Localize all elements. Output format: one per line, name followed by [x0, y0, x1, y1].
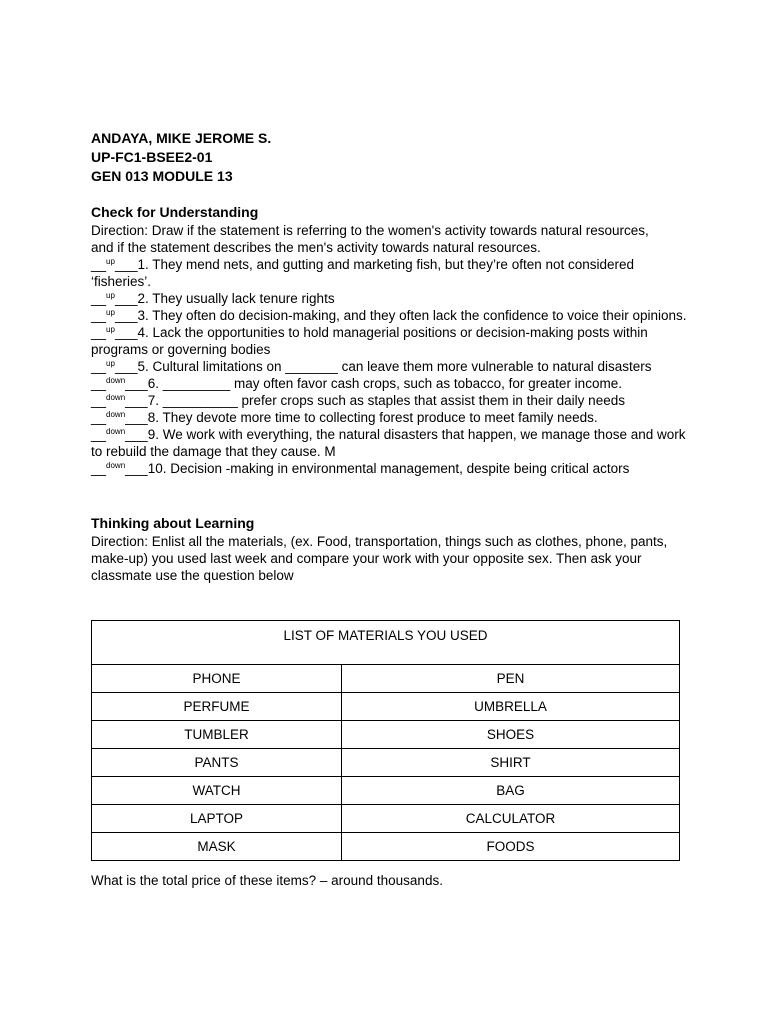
material-cell-right: UMBRELLA — [342, 693, 680, 721]
answer-blank-prefix: __ — [91, 257, 107, 272]
question-item — [91, 426, 691, 460]
question-item — [91, 256, 691, 290]
question-item — [91, 307, 691, 324]
answer-blank-suffix: ___ — [125, 410, 148, 425]
material-cell-right: SHOES — [342, 721, 680, 749]
answer-mark: up — [106, 359, 115, 368]
total-price-question: What is the total price of these items? – around thousands. — [91, 873, 443, 888]
material-cell-left: LAPTOP — [92, 805, 342, 833]
answer-blank-prefix: __ — [91, 427, 107, 442]
answer-blank-suffix: ___ — [125, 461, 148, 476]
material-cell-left: PERFUME — [92, 693, 342, 721]
answer-blank-suffix: ___ — [114, 257, 138, 272]
answer-blank-suffix: ___ — [125, 427, 148, 442]
question-text: 3. They often do decision-making, and they often lack the confidence to voice their opinions. — [137, 308, 687, 323]
question-item — [91, 460, 691, 477]
material-cell-right: SHIRT — [342, 749, 680, 777]
answer-blank-prefix: __ — [91, 461, 107, 476]
answer-mark: up — [106, 308, 115, 317]
answer-blank-suffix: ___ — [114, 359, 138, 374]
answer-blank-prefix: __ — [91, 325, 107, 340]
answer-blank-prefix: __ — [91, 376, 107, 391]
question-text: 9. We work with everything, the natural disasters that happen, we manage those and work to rebuild the damage that they cause. M — [91, 427, 686, 459]
question-text: 10. Decision -making in environmental management, despite being critical actors — [147, 461, 630, 476]
section-title-check-for-understanding: Check for Understanding — [91, 204, 259, 220]
table-row — [92, 721, 680, 749]
table-row — [92, 777, 680, 805]
materials-table — [91, 620, 680, 861]
material-cell-right: BAG — [342, 777, 680, 805]
material-cell-left: PANTS — [92, 749, 342, 777]
material-cell-left: TUMBLER — [92, 721, 342, 749]
check-for-understanding-section — [91, 204, 691, 477]
direction-text-2: and if the statement describes the men's activity towards natural resources. — [91, 240, 541, 255]
answer-mark: up — [106, 291, 115, 300]
question-text: 5. Cultural limitations on _______ can leave them more vulnerable to natural disasters — [137, 359, 652, 374]
material-cell-left: PHONE — [92, 665, 342, 693]
module-title: GEN 013 MODULE 13 — [91, 168, 233, 184]
answer-mark: down — [106, 376, 126, 385]
material-cell-left: WATCH — [92, 777, 342, 805]
question-text: 2. They usually lack tenure rights — [137, 291, 335, 306]
answer-blank-prefix: __ — [91, 291, 107, 306]
table-row — [92, 833, 680, 861]
direction-text-1: Direction: Draw if the statement is referring to the women's activity towards natural resources, — [91, 223, 649, 238]
question-item — [91, 375, 691, 392]
material-cell-right: CALCULATOR — [342, 805, 680, 833]
question-item — [91, 290, 691, 307]
question-text: 7. __________ prefer crops such as staples that assist them in their daily needs — [147, 393, 625, 408]
document-header — [91, 129, 271, 186]
question-item — [91, 409, 691, 426]
answer-blank-suffix: ___ — [114, 291, 138, 306]
thinking-about-learning-section — [91, 515, 691, 584]
table-row — [92, 693, 680, 721]
question-list — [91, 256, 691, 477]
materials-table-header: LIST OF MATERIALS YOU USED — [92, 621, 680, 665]
question-text: 8. They devote more time to collecting forest produce to meet family needs. — [147, 410, 598, 425]
answer-mark: down — [106, 410, 126, 419]
answer-mark: down — [106, 427, 126, 436]
answer-blank-prefix: __ — [91, 308, 107, 323]
answer-blank-suffix: ___ — [114, 325, 138, 340]
answer-blank-suffix: ___ — [125, 376, 148, 391]
question-text: 4. Lack the opportunities to hold managerial positions or decision-making posts within programs or governing bodies — [91, 325, 648, 357]
answer-blank-prefix: __ — [91, 393, 107, 408]
table-row — [92, 749, 680, 777]
answer-mark: up — [106, 257, 115, 266]
question-item — [91, 358, 691, 375]
table-row — [92, 805, 680, 833]
answer-mark: down — [106, 461, 126, 470]
section-title-thinking-about-learning: Thinking about Learning — [91, 515, 255, 531]
material-cell-left: MASK — [92, 833, 342, 861]
question-text: 1. They mend nets, and gutting and marketing fish, but they’re often not considered ‘fisheries’. — [91, 257, 635, 289]
question-text: 6. _________ may often favor cash crops, such as tobacco, for greater income. — [147, 376, 622, 391]
table-row — [92, 665, 680, 693]
direction-text-learning: Direction: Enlist all the materials, (ex. Food, transportation, things such as clothes, phone, pants, make-up) you used last week and compare your work with your opposite sex. Then ask your classmate use the question below — [91, 534, 668, 583]
material-cell-right: PEN — [342, 665, 680, 693]
student-name: ANDAYA, MIKE JEROME S. — [91, 130, 272, 146]
materials-table-body — [92, 665, 680, 861]
answer-mark: down — [106, 393, 126, 402]
answer-blank-suffix: ___ — [125, 393, 148, 408]
answer-blank-prefix: __ — [91, 410, 107, 425]
answer-blank-prefix: __ — [91, 359, 107, 374]
answer-blank-suffix: ___ — [114, 308, 138, 323]
material-cell-right: FOODS — [342, 833, 680, 861]
student-section: UP-FC1-BSEE2-01 — [91, 149, 213, 165]
question-item — [91, 324, 691, 358]
answer-mark: up — [106, 325, 115, 334]
question-item — [91, 392, 691, 409]
